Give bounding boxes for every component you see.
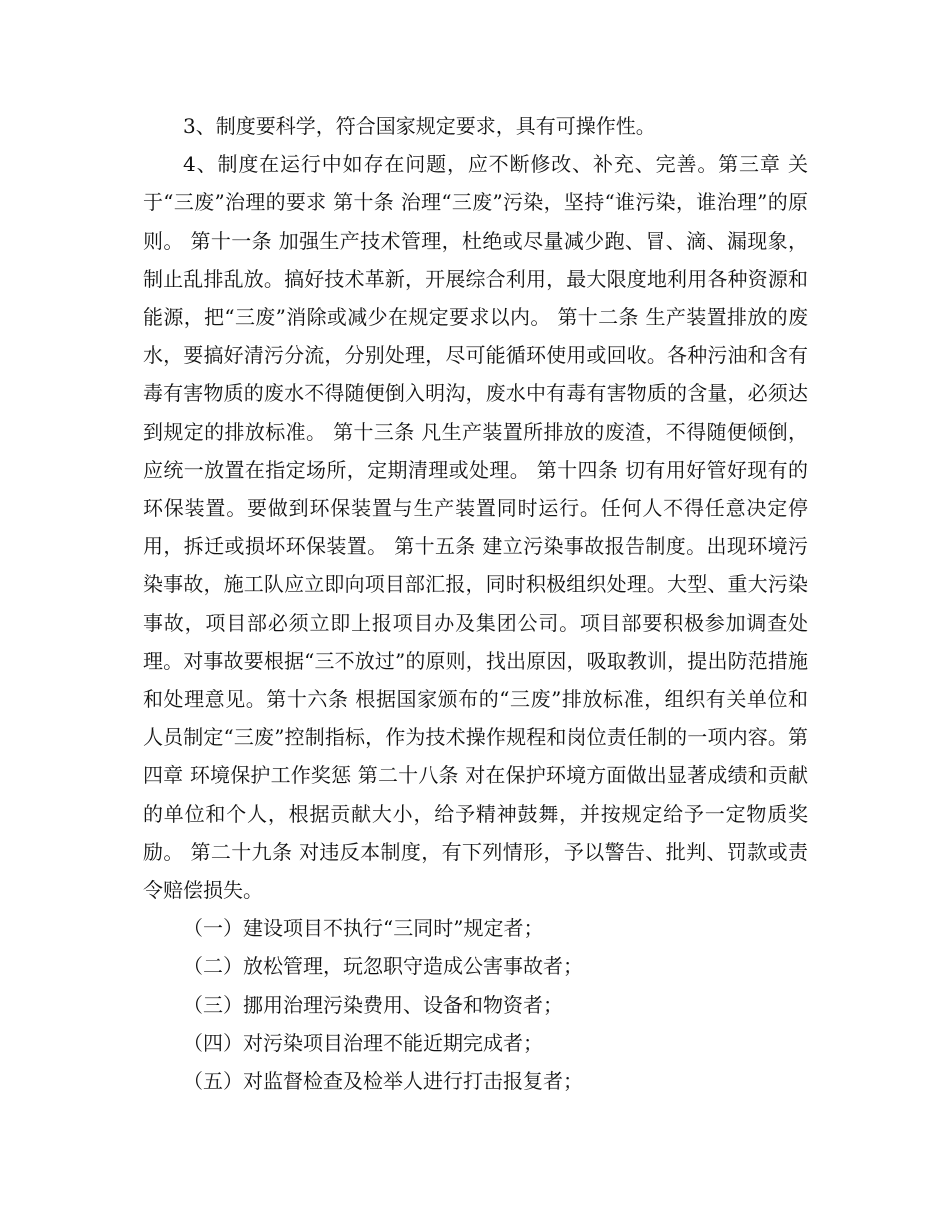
paragraph-2: 4、制度在运行中如存在问题，应不断修改、补充、完善。第三章 关于“三废”治理的要求 第十条 治理“三废”污染，坚持“谁污染，谁治理”的原则。 第十一条 加强生产技术管理，杜绝或尽量减少跑、冒、滴、漏现象，制止乱排乱放。搞好技术革新，开展综合利用，最大限度地利用各种资源和能源，把“三废”消除或减少在规定要求以内。 第十二条 生产装置排放的废水，要搞好清污分流，分别处理，尽可能循环使用或回收。各种污油和含有毒有害物质的废水不得随便倒入明沟，废水中有毒有害物质的含量，必须达到规定的排放标准。 第十三条 凡生产装置所排放的废渣，不得随便倾倒，应统一放置在指定场所，定期清理或处理。 第十四条 切有用好管好现有的环保装置。要做到环保装置与生产装置同时运行。任何人不得任意决定停用，拆迁或损坏环保装置。 第十五条 建立污染事故报告制度。出现环境污染事故，施工队应立即向项目部汇报，同时积极组织处理。大型、重大污染事故，项目部必须立即上报项目办及集团公司。项目部要积极参加调查处理。对事故要根据“三不放过”的原则，找出原因，吸取教训，提出防范措施和处理意见。第十六条 根据国家颁布的“三废”排放标准，组织有关单位和人员制定“三废”控制指标，作为技术操作规程和岗位责任制的一项内容。第四章 环境保护工作奖惩 第二十八条 对在保护环境方面做出显著成绩和贡献的单位和个人，根据贡献大小，给予精神鼓舞，并按规定给予一定物质奖励。 第二十九条 对违反本制度，有下列情形，予以警告、批判、罚款或责令赔偿损失。 bbox=[143, 152, 808, 903]
paragraph-1: 3、制度要科学，符合国家规定要求，具有可操作性。 bbox=[183, 114, 656, 138]
list-item-2: （二）放松管理，玩忽职守造成公害事故者； bbox=[183, 954, 583, 979]
list-item-3: （三）挪用治理污染费用、设备和物资者； bbox=[183, 992, 563, 1017]
list-item-1: （一）建设项目不执行“三同时”规定者； bbox=[183, 916, 544, 941]
list-item-4: （四）对污染项目治理不能近期完成者； bbox=[183, 1030, 543, 1055]
list-item-5: （五）对监督检查及检举人进行打击报复者； bbox=[183, 1069, 583, 1094]
document-page bbox=[143, 107, 808, 1100]
